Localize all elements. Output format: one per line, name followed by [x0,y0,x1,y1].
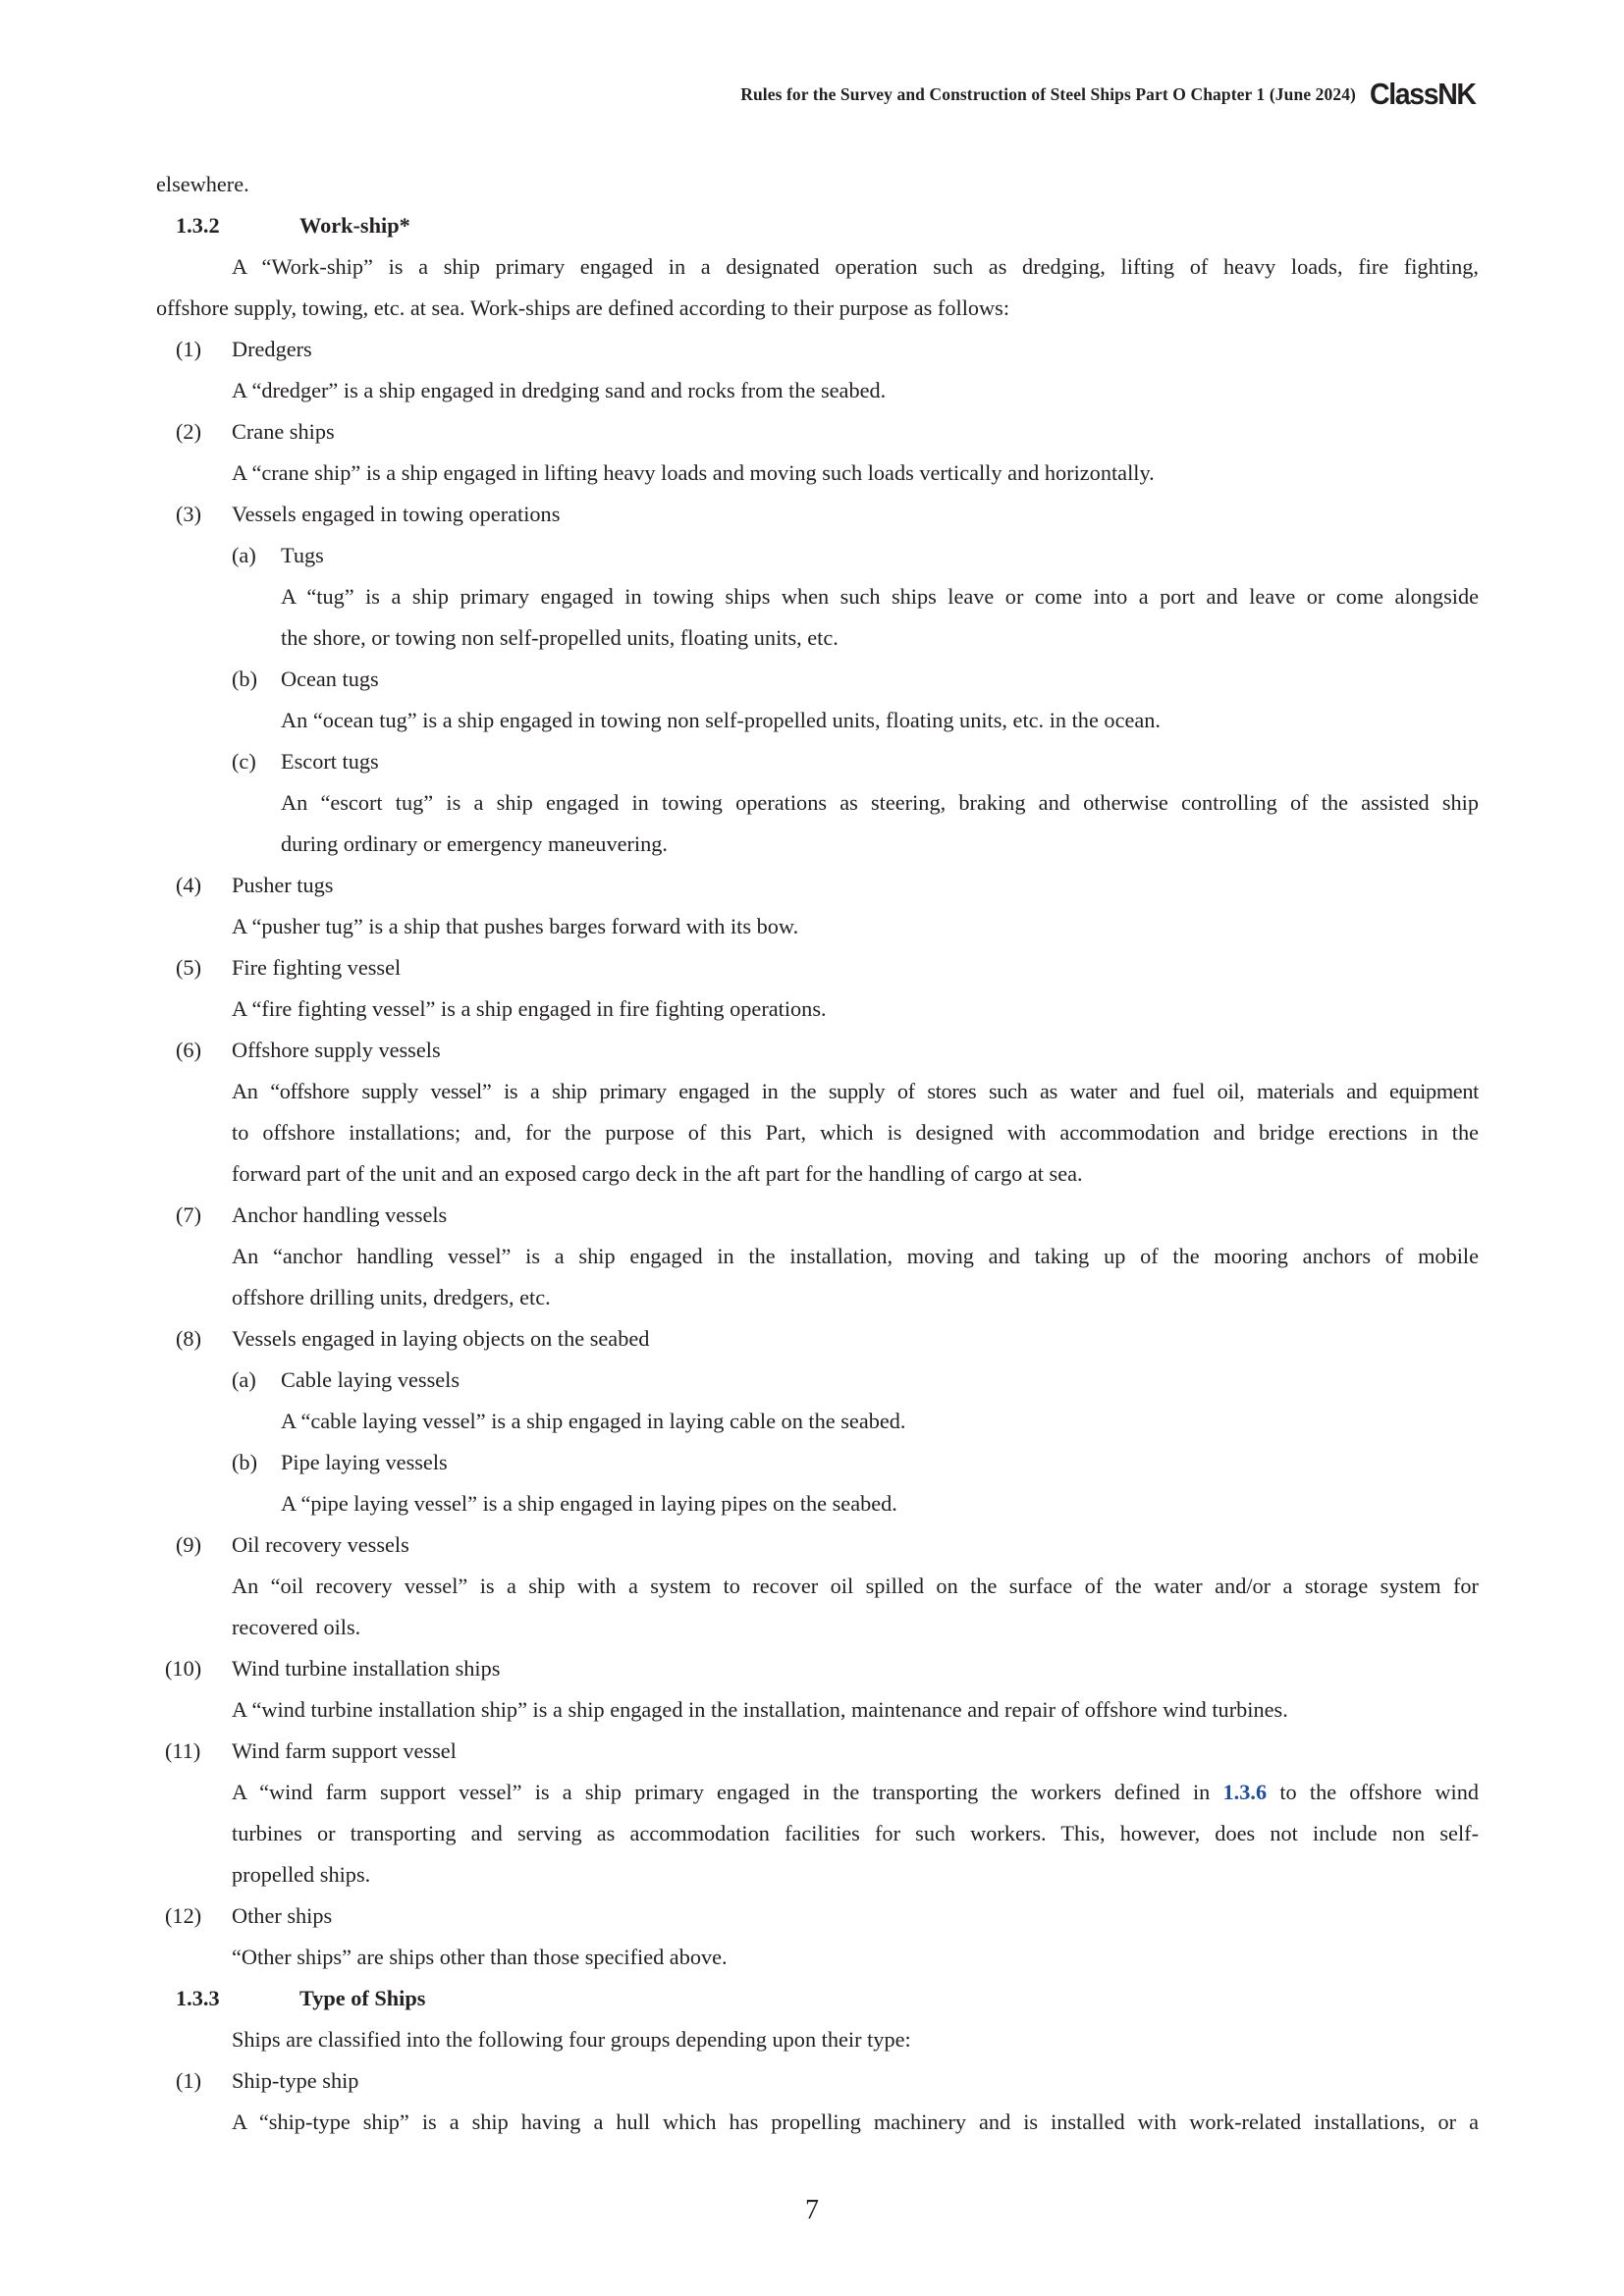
sub-item-text: A “pipe laying vessel” is a ship engaged in laying pipes on the seabed. [281,1491,897,1516]
sub-item-heading: (a) Tugs [232,543,324,567]
text-line: elsewhere. [156,172,249,196]
section-title: Type of Ships [299,1986,426,2010]
list-item-text: forward part of the unit and an exposed cargo deck in the aft part for the handling of cargo at sea. [232,1161,1083,1186]
list-item-heading: (7) Anchor handling vessels [176,1202,448,1227]
reference-link-1-3-6[interactable]: 1.3.6 [1222,1780,1268,1804]
paragraph-line: Ships are classified into the following four groups depending upon their type: [232,2027,911,2052]
section-heading-1-3-3 [156,1978,1479,2019]
sub-item-heading: (c) Escort tugs [232,749,379,774]
list-item-text: A “pusher tug” is a ship that pushes barges forward with its bow. [232,914,799,938]
list-item-text: to offshore installations; and, for the purpose of this Part, which is designed with accommodation and bridge erections in the [232,1120,1479,1145]
list-item-heading: (5) Fire fighting vessel [176,955,402,980]
section-number: 1.3.3 [176,1986,220,2010]
section-number: 1.3.2 [176,213,220,238]
list-item-text: A “fire fighting vessel” is a ship engaged in fire fighting operations. [232,996,827,1021]
list-item-text: recovered oils. [232,1615,361,1639]
list-item-text: offshore drilling units, dredgers, etc. [232,1285,551,1309]
list-item-heading: (3) Vessels engaged in towing operations [176,502,561,526]
sub-item-text: A “cable laying vessel” is a ship engaged in laying cable on the seabed. [281,1409,906,1433]
list-item-text: “Other ships” are ships other than those specified above. [232,1945,728,1969]
list-item-text: An “offshore supply vessel” is a ship primary engaged in the supply of stores such as water and fuel oil, materials and equipment [232,1079,1479,1103]
sub-item-heading: (b) Pipe laying vessels [232,1450,448,1474]
list-item-heading: (6) Offshore supply vessels [176,1038,441,1062]
list-item-heading: (2) Crane ships [176,419,335,444]
list-item-text: A “dredger” is a ship engaged in dredging sand and rocks from the seabed. [232,378,887,402]
paragraph-line: offshore supply, towing, etc. at sea. Work-ships are defined according to their purpose as follows: [156,295,1010,320]
sub-item-text: the shore, or towing non self-propelled units, floating units, etc. [281,625,839,650]
list-item-text: A “wind turbine installation ship” is a ship engaged in the installation, maintenance and repair of offshore wind turbines. [232,1697,1288,1722]
list-item-text: A “crane ship” is a ship engaged in lifting heavy loads and moving such loads vertically and horizontally. [232,460,1155,485]
list-item-text: turbines or transporting and serving as accommodation facilities for such workers. This, however, does not include non self- [232,1821,1479,1845]
list-item-heading: (11) Wind farm support vessel [165,1738,457,1763]
sub-item-text: A “tug” is a ship primary engaged in towing ships when such ships leave or come into a port and leave or come alongside [281,584,1479,609]
paragraph-line: A “Work-ship” is a ship primary engaged in a designated operation such as dredging, lifting of heavy loads, fire fighting, [232,254,1479,279]
list-item-text: propelled ships. [232,1862,371,1887]
sub-item-heading: (b) Ocean tugs [232,667,379,691]
classnk-logo: ClassNK [1370,77,1476,111]
list-item-heading: (4) Pusher tugs [176,873,334,897]
section-title: Work-ship* [299,213,410,238]
list-item-heading: (8) Vessels engaged in laying objects on the seabed [176,1326,650,1351]
list-item-heading: (12) Other ships [165,1903,333,1928]
page-header [740,75,1477,114]
sub-item-text: during ordinary or emergency maneuvering. [281,831,668,856]
list-item-heading: (1) Dredgers [176,337,312,361]
document-body [156,164,1479,2143]
sub-item-text: An “escort tug” is a ship engaged in towing operations as steering, braking and otherwise controlling of the assisted ship [281,790,1479,815]
list-item-text: An “oil recovery vessel” is a ship with a system to recover oil spilled on the surface of the water and/or a storage system for [232,1574,1479,1598]
list-item-text: An “anchor handling vessel” is a ship engaged in the installation, moving and taking up of the mooring anchors of mobile [232,1244,1479,1268]
list-item-text: A “wind farm support vessel” is a ship primary engaged in the transporting the workers defined in 1.3.6 to the offshore wind [232,1780,1479,1804]
list-item-heading: (10) Wind turbine installation ships [165,1656,501,1681]
header-title: Rules for the Survey and Construction of Steel Ships Part O Chapter 1 (June 2024) [740,83,1356,104]
list-item-heading: (9) Oil recovery vessels [176,1532,409,1557]
page-number: 7 [805,2195,819,2225]
list-item-text: A “ship-type ship” is a ship having a hull which has propelling machinery and is installed with work-related installations, or a [232,2109,1479,2134]
list-item-heading: (1) Ship-type ship [176,2068,359,2093]
sub-item-heading: (a) Cable laying vessels [232,1367,460,1392]
section-heading-1-3-2 [156,205,1479,246]
sub-item-text: An “ocean tug” is a ship engaged in towing non self-propelled units, floating units, etc. in the ocean. [281,708,1161,732]
